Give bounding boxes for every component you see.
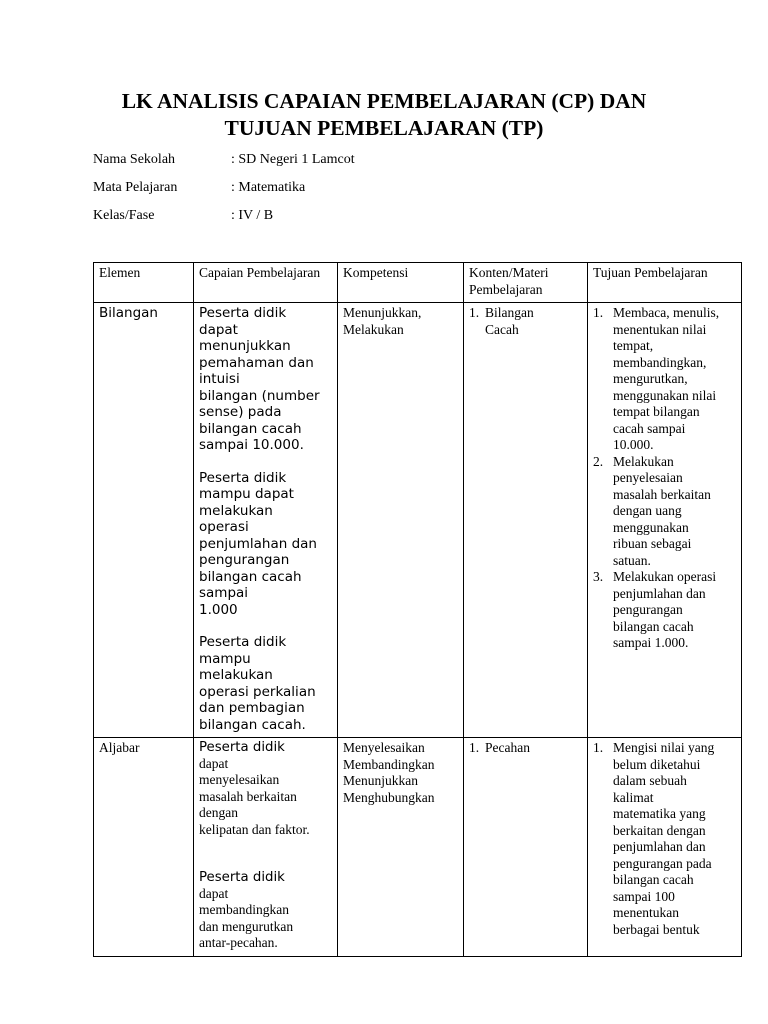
info-value: : Matematika xyxy=(231,180,306,195)
header-tujuan: Tujuan Pembelajaran xyxy=(588,263,742,303)
info-row-subject xyxy=(93,179,305,197)
cell-capaian xyxy=(194,303,338,738)
page-title xyxy=(60,88,708,142)
list-item: 3. Melakukan operasi penjumlahan dan pengurangan bilangan cacah sampai 1.000. xyxy=(593,569,717,650)
capaian-paragraph: Peserta didik mampu melakukan operasi perkalian dan pembagian bilangan cacah. xyxy=(199,634,316,733)
info-row-school xyxy=(93,151,355,169)
info-label: Mata Pelajaran xyxy=(93,180,178,195)
cell-elemen: Aljabar xyxy=(94,738,194,957)
header-elemen: Elemen xyxy=(94,263,194,303)
header-capaian: Capaian Pembelajaran xyxy=(194,263,338,303)
list-item: 1. Pecahan xyxy=(469,740,530,755)
header-kompetensi: Kompetensi xyxy=(338,263,464,303)
capaian-paragraph: Peserta didik dapat menyelesaikan masalah berkaitan dengan kelipatan dan faktor. xyxy=(199,740,310,837)
cell-tujuan xyxy=(588,303,742,738)
cell-kompetensi: Menyelesaikan Membandingkan Menunjukkan Menghubungkan xyxy=(338,738,464,957)
cell-elemen: Bilangan xyxy=(94,303,194,738)
list-item: 1. Bilangan Cacah xyxy=(469,305,534,337)
list-item: 2. Melakukan penyelesaian masalah berkaitan dengan uang menggunakan ribuan sebagai satuan. xyxy=(593,453,711,568)
cell-kompetensi: Menunjukkan, Melakukan xyxy=(338,303,464,738)
info-value: : SD Negeri 1 Lamcot xyxy=(231,152,355,167)
info-row-class xyxy=(93,207,273,225)
cell-konten xyxy=(464,303,588,738)
table-row xyxy=(94,303,742,738)
cell-konten xyxy=(464,738,588,957)
capaian-paragraph: Peserta didik dapat membandingkan dan mengurutkan antar-pecahan. xyxy=(199,870,294,950)
header-konten: Konten/Materi Pembelajaran xyxy=(464,263,588,303)
cell-capaian xyxy=(194,738,338,957)
list-item: 1. Mengisi nilai yang belum diketahui dalam sebuah kalimat matematika yang berkaitan dengan penjumlahan dan pengurangan pada bilangan cacah sampai 100 menentukan berbagai bentuk xyxy=(593,740,715,937)
table-row xyxy=(94,738,742,957)
capaian-paragraph: Peserta didik dapat menunjukkan pemahaman dan intuisi bilangan (number sense) pada bilangan cacah sampai 10.000. xyxy=(199,305,320,453)
title-line-2: TUJUAN PEMBELAJARAN (TP) xyxy=(224,116,544,140)
title-line-1: LK ANALISIS CAPAIAN PEMBELAJARAN (CP) DAN xyxy=(121,89,647,113)
info-label: Kelas/Fase xyxy=(93,208,155,223)
cell-tujuan xyxy=(588,738,742,957)
table-header-row xyxy=(94,263,742,303)
capaian-paragraph: Peserta didik mampu dapat melakukan operasi penjumlahan dan pengurangan bilangan cacah sampai 1.000 xyxy=(199,469,317,618)
info-value: : IV / B xyxy=(231,208,274,223)
info-label: Nama Sekolah xyxy=(93,152,176,167)
list-item: 1. Membaca, menulis, menentukan nilai tempat, membandingkan, mengurutkan, menggunakan nilai tempat bilangan cacah sampai 10.000. xyxy=(593,305,720,452)
cp-tp-table xyxy=(93,262,742,957)
